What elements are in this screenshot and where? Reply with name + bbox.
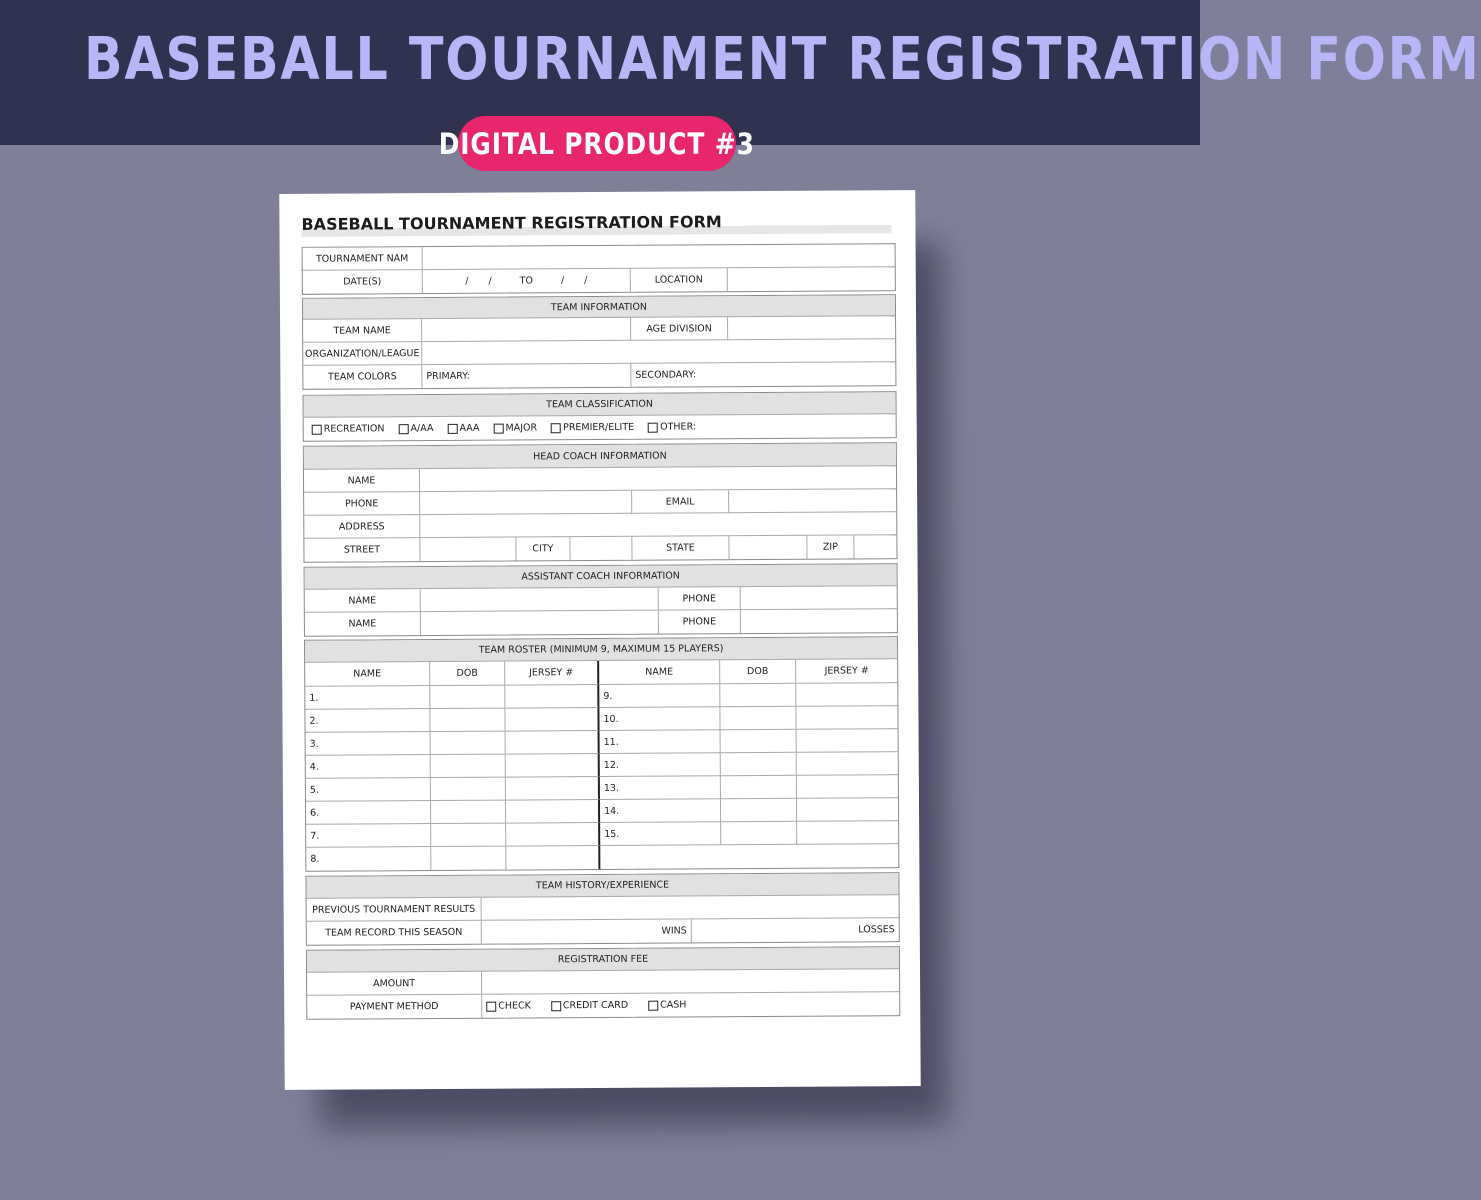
wins-label: WINS bbox=[661, 925, 687, 937]
team-colors-label: TEAM COLORS bbox=[303, 365, 422, 389]
a-aa-label: A/AA bbox=[410, 423, 434, 435]
wins-field[interactable] bbox=[482, 919, 692, 943]
coach-email-field[interactable] bbox=[729, 489, 896, 513]
roster-player-dob-cell[interactable] bbox=[431, 847, 506, 870]
credit-card-label: CREDIT CARD bbox=[562, 999, 629, 1012]
form-title: BASEBALL TOURNAMENT REGISTRATION FORM bbox=[301, 211, 891, 237]
losses-label: LOSSES bbox=[858, 924, 895, 936]
state-label: STATE bbox=[632, 536, 729, 560]
product-badge-label: DIGITAL PRODUCT #3 bbox=[438, 126, 756, 161]
cash-label: CASH bbox=[660, 999, 687, 1011]
roster-player-jersey-cell[interactable] bbox=[506, 731, 600, 755]
tournament-name-field[interactable] bbox=[423, 244, 895, 270]
roster-player-name-cell[interactable]: 7. bbox=[306, 824, 431, 848]
roster-player-jersey-cell[interactable] bbox=[797, 798, 898, 822]
roster-player-name-cell[interactable]: 13. bbox=[600, 776, 721, 800]
roster-player-dob-cell[interactable] bbox=[430, 709, 505, 732]
amount-label: AMOUNT bbox=[307, 972, 482, 996]
checkbox-square-icon bbox=[648, 422, 658, 432]
city-label: CITY bbox=[516, 537, 570, 560]
zip-label: ZIP bbox=[807, 535, 854, 558]
assistant-phone-field[interactable] bbox=[741, 586, 897, 610]
organization-field[interactable] bbox=[422, 339, 895, 365]
checkbox-square-icon bbox=[312, 424, 322, 434]
city-field[interactable] bbox=[570, 537, 632, 560]
roster-player-name-cell[interactable]: 12. bbox=[600, 753, 721, 777]
coach-name-label: NAME bbox=[304, 469, 420, 493]
coach-phone-field[interactable] bbox=[420, 491, 632, 515]
roster-player-dob-cell[interactable] bbox=[431, 801, 506, 824]
age-division-field[interactable] bbox=[728, 316, 895, 340]
recreation-label: RECREATION bbox=[323, 423, 385, 435]
check-label: CHECK bbox=[498, 1000, 531, 1012]
losses-field[interactable] bbox=[692, 918, 899, 942]
head-coach-section bbox=[303, 442, 898, 563]
coach-name-field[interactable] bbox=[420, 466, 896, 492]
cash-checkbox[interactable] bbox=[648, 999, 686, 1010]
roster-player-name-cell[interactable]: 11. bbox=[600, 730, 721, 754]
team-history-section bbox=[305, 872, 899, 946]
roster-player-name-cell[interactable]: 15. bbox=[600, 822, 721, 846]
location-field[interactable] bbox=[728, 267, 895, 291]
assistant-name-label: NAME bbox=[305, 612, 421, 636]
roster-empty-cell bbox=[600, 844, 898, 869]
roster-player-name-cell[interactable]: 10. bbox=[599, 707, 720, 731]
credit-card-checkbox[interactable] bbox=[551, 1000, 628, 1011]
date-to-label: TO bbox=[519, 275, 533, 287]
secondary-color-field[interactable] bbox=[631, 362, 895, 387]
coach-address-field[interactable] bbox=[420, 512, 896, 538]
roster-player-name-cell[interactable]: 9. bbox=[599, 684, 720, 708]
roster-player-dob-cell[interactable] bbox=[431, 755, 506, 778]
coach-address-label: ADDRESS bbox=[304, 515, 420, 539]
aaa-checkbox[interactable] bbox=[447, 423, 479, 434]
roster-column-header-name: NAME bbox=[599, 660, 720, 685]
tournament-section bbox=[302, 243, 896, 295]
roster-player-dob-cell[interactable] bbox=[721, 730, 797, 753]
assistant-phone-label: PHONE bbox=[659, 610, 741, 634]
checkbox-square-icon bbox=[551, 423, 561, 433]
team-name-field[interactable] bbox=[422, 318, 631, 342]
product-badge bbox=[438, 116, 756, 171]
team-record-label: TEAM RECORD THIS SEASON bbox=[307, 921, 482, 945]
state-field[interactable] bbox=[729, 536, 807, 559]
roster-player-dob-cell[interactable] bbox=[720, 707, 796, 730]
premier-elite-label: PREMIER/ELITE bbox=[563, 421, 635, 434]
primary-color-label: PRIMARY: bbox=[426, 370, 470, 383]
checkbox-square-icon bbox=[648, 1000, 658, 1010]
organization-label: ORGANIZATION/LEAGUE bbox=[303, 342, 422, 366]
banner-title: BASEBALL TOURNAMENT REGISTRATION FORM bbox=[84, 24, 1481, 93]
date-slash: / bbox=[488, 275, 492, 287]
assistant-name-label: NAME bbox=[305, 589, 421, 613]
roster-player-name-cell[interactable]: 1. bbox=[305, 686, 430, 710]
roster-player-dob-cell[interactable] bbox=[721, 753, 797, 776]
major-checkbox[interactable] bbox=[493, 422, 537, 433]
date-slash: / bbox=[465, 275, 469, 287]
previous-results-field[interactable] bbox=[482, 895, 899, 921]
roster-player-jersey-cell[interactable] bbox=[506, 846, 600, 870]
payment-method-options bbox=[482, 992, 899, 1018]
roster-column-header-jersey: JERSEY # bbox=[505, 661, 599, 686]
classification-options bbox=[304, 414, 896, 441]
other-checkbox[interactable] bbox=[648, 421, 696, 432]
registration-fee-header: REGISTRATION FEE bbox=[307, 947, 899, 973]
form-sheet bbox=[279, 190, 920, 1090]
team-history-header: TEAM HISTORY/EXPERIENCE bbox=[306, 873, 898, 899]
recreation-checkbox[interactable] bbox=[312, 423, 385, 434]
location-label: LOCATION bbox=[631, 268, 728, 292]
dates-label: DATE(S) bbox=[303, 270, 423, 294]
checkbox-square-icon bbox=[486, 1001, 496, 1011]
roster-player-dob-cell[interactable] bbox=[430, 686, 505, 709]
assistant-phone-label: PHONE bbox=[659, 587, 741, 611]
roster-player-name-cell[interactable]: 14. bbox=[600, 799, 721, 823]
roster-column-header-jersey: JERSEY # bbox=[796, 659, 897, 684]
checkbox-square-icon bbox=[551, 1001, 561, 1011]
roster-player-jersey-cell[interactable] bbox=[797, 775, 898, 799]
roster-player-dob-cell[interactable] bbox=[431, 778, 506, 801]
roster-player-dob-cell[interactable] bbox=[721, 799, 797, 822]
roster-player-dob-cell[interactable] bbox=[721, 776, 797, 799]
team-roster-header: TEAM ROSTER (MINIMUM 9, MAXIMUM 15 PLAYERS) bbox=[305, 637, 897, 663]
coach-phone-label: PHONE bbox=[304, 492, 420, 516]
coach-email-label: EMAIL bbox=[632, 490, 729, 514]
roster-player-name-cell[interactable]: 6. bbox=[306, 801, 431, 825]
checkbox-square-icon bbox=[398, 424, 408, 434]
team-roster-section bbox=[304, 636, 899, 872]
roster-player-name-cell[interactable]: 3. bbox=[306, 732, 431, 756]
roster-player-dob-cell[interactable] bbox=[721, 822, 797, 845]
roster-player-jersey-cell[interactable] bbox=[797, 821, 898, 845]
checkbox-square-icon bbox=[493, 423, 503, 433]
roster-player-name-cell[interactable]: 2. bbox=[305, 709, 430, 733]
roster-player-jersey-cell[interactable] bbox=[505, 708, 599, 732]
assistant-coach-header: ASSISTANT COACH INFORMATION bbox=[305, 564, 897, 590]
team-name-label: TEAM NAME bbox=[303, 319, 422, 343]
checkbox-square-icon bbox=[447, 423, 457, 433]
roster-player-name-cell[interactable]: 4. bbox=[306, 755, 431, 779]
roster-player-dob-cell[interactable] bbox=[431, 732, 506, 755]
assistant-coach-section bbox=[304, 563, 898, 637]
roster-player-jersey-cell[interactable] bbox=[797, 729, 898, 753]
date-slash: / bbox=[584, 275, 588, 287]
primary-color-field[interactable] bbox=[422, 364, 631, 388]
roster-player-jersey-cell[interactable] bbox=[796, 683, 897, 707]
assistant-name-field[interactable] bbox=[421, 611, 659, 635]
team-information-header: TEAM INFORMATION bbox=[303, 295, 895, 320]
previous-results-label: PREVIOUS TOURNAMENT RESULTS bbox=[307, 898, 482, 922]
dates-field[interactable] bbox=[423, 269, 631, 293]
roster-player-jersey-cell[interactable] bbox=[506, 754, 600, 778]
street-field[interactable] bbox=[420, 538, 516, 562]
other-label: OTHER: bbox=[660, 421, 697, 433]
premier-elite-checkbox[interactable] bbox=[551, 422, 634, 434]
roster-player-jersey-cell[interactable] bbox=[506, 800, 600, 824]
a-aa-checkbox[interactable] bbox=[398, 423, 433, 434]
amount-field[interactable] bbox=[482, 969, 899, 995]
team-classification-section bbox=[302, 391, 896, 442]
roster-column-header-dob: DOB bbox=[430, 662, 505, 686]
street-label: STREET bbox=[304, 538, 420, 562]
roster-player-jersey-cell[interactable] bbox=[505, 685, 599, 709]
roster-column-header-dob: DOB bbox=[720, 660, 796, 684]
roster-player-jersey-cell[interactable] bbox=[796, 706, 897, 730]
roster-player-jersey-cell[interactable] bbox=[797, 752, 898, 776]
roster-player-jersey-cell[interactable] bbox=[506, 777, 600, 801]
registration-fee-section bbox=[306, 946, 900, 1020]
roster-player-jersey-cell[interactable] bbox=[506, 823, 600, 847]
secondary-color-label: SECONDARY: bbox=[635, 369, 697, 381]
assistant-phone-field[interactable] bbox=[741, 609, 897, 633]
payment-method-label: PAYMENT METHOD bbox=[307, 995, 482, 1019]
roster-player-name-cell[interactable]: 5. bbox=[306, 778, 431, 802]
roster-player-dob-cell[interactable] bbox=[720, 684, 796, 707]
roster-column-header-name: NAME bbox=[305, 662, 430, 687]
team-information-section bbox=[302, 294, 897, 390]
aaa-label: AAA bbox=[459, 422, 480, 434]
assistant-name-field[interactable] bbox=[421, 588, 659, 612]
head-coach-header: HEAD COACH INFORMATION bbox=[304, 443, 896, 470]
roster-player-name-cell[interactable]: 8. bbox=[306, 847, 431, 871]
major-label: MAJOR bbox=[505, 422, 538, 434]
roster-player-dob-cell[interactable] bbox=[431, 824, 506, 847]
zip-field[interactable] bbox=[854, 535, 896, 558]
date-slash: / bbox=[560, 275, 565, 287]
team-classification-header: TEAM CLASSIFICATION bbox=[304, 392, 896, 418]
tournament-name-label: TOURNAMENT NAM bbox=[303, 247, 423, 271]
age-division-label: AGE DIVISION bbox=[631, 317, 728, 341]
check-checkbox[interactable] bbox=[486, 1000, 531, 1011]
